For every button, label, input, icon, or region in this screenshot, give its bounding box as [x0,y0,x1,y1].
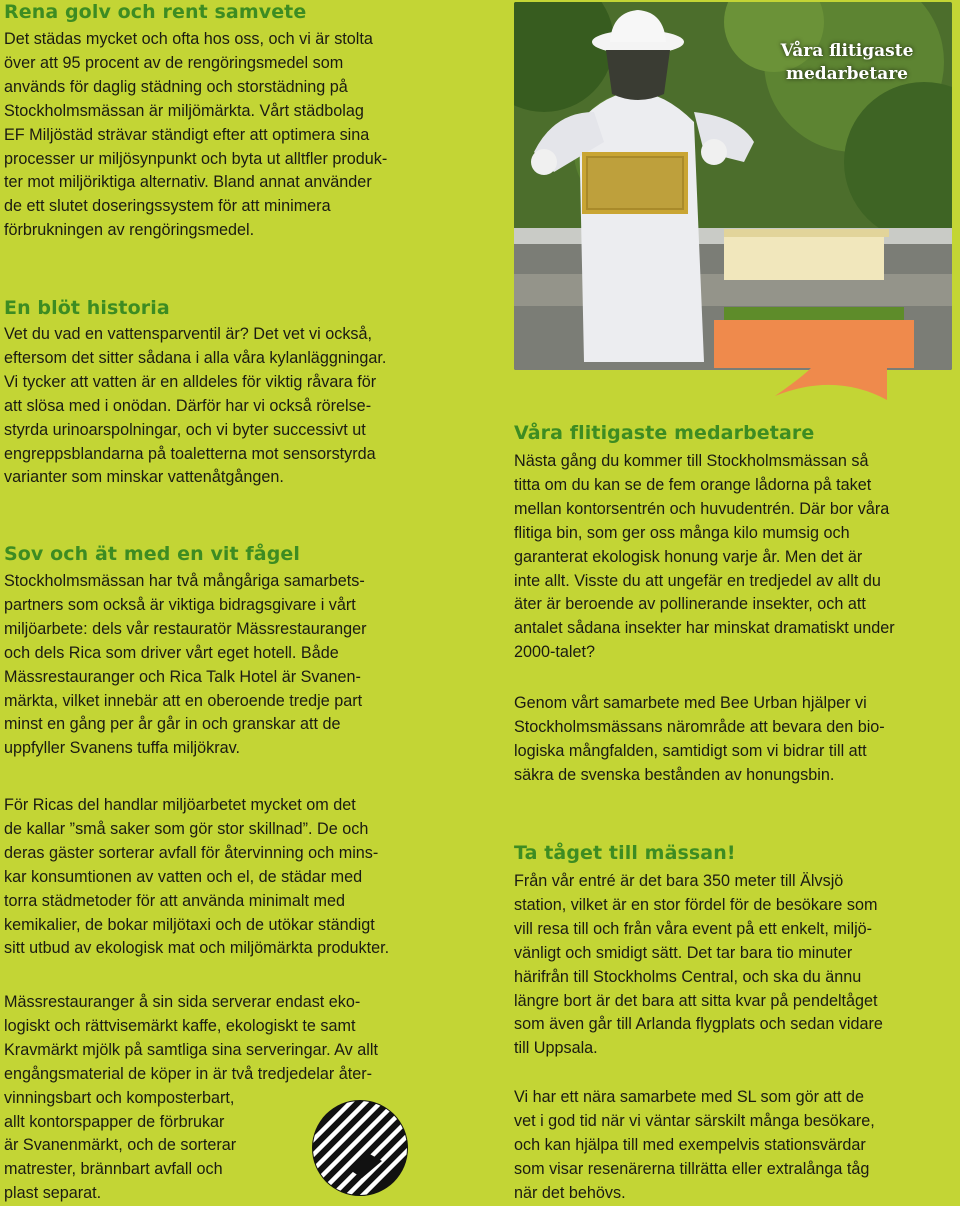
text-line: logiskt och rättvisemärkt kaffe, ekologiskt te samt [4,1016,356,1035]
paragraph-flitigaste-1 [514,450,895,665]
text-line: miljöarbete: dels vår restauratör Mässrestauranger [4,619,367,638]
paragraph-rena-golv [4,28,387,243]
text-line: kar konsumtionen av vatten och el, de städar med [4,867,363,886]
text-line: Stockholmsmässans närområde att bevara den bio- [514,717,885,736]
paragraph-sov-2 [4,794,389,961]
text-line: till Uppsala. [514,1039,598,1058]
text-line: över att 95 procent av de rengöringsmedel som [4,53,344,72]
text-line: För Ricas del handlar miljöarbetet mycket om det [4,796,356,814]
text-line: sitt utbud av ekologisk mat och miljömärkta produkter. [4,939,390,958]
text-line: titta om du kan se de fem orange lådorna på taket [514,475,872,494]
text-line: minst en gång per år går in och granskar att de [4,715,341,734]
text-line: varianter som minskar vattenåtgången. [4,468,284,487]
text-line: partners som också är viktiga bidragsgivare i vårt [4,595,356,614]
text-line: engreppsblandarna på toaletterna mot sensorstyrda [4,444,376,463]
text-line: som visar resenärerna tillrätta eller extralånga tåg [514,1159,870,1178]
text-line: Vi tycker att vatten är en alldeles för viktig råvara för [4,372,377,391]
text-line: flitiga bin, som ger oss många kilo mumsig och [514,523,850,542]
paragraph-sov-1 [4,570,367,761]
text-line: uppfyller Svanens tuffa miljökrav. [4,739,241,758]
text-line: matrester, brännbart avfall och [4,1160,223,1179]
text-line: styrda urinoarspolningar, och vi byter successivt ut [4,420,366,439]
text-line: vet i god tid när vi väntar särskilt många besökare, [514,1111,875,1130]
text-line: eftersom det sitter sådana i alla våra kylanläggningar. [4,348,387,367]
text-line: Stockholmsmässan har två mångåriga samarbets- [4,572,365,590]
text-line: märkta, vilket innebär att en oberoende tredje part [4,691,363,710]
text-line: vänligt och smidigt sätt. Det tar bara tio minuter [514,943,853,962]
paragraph-taget-2 [514,1086,875,1206]
nordic-swan-ecolabel-icon [310,1098,410,1198]
text-line: som även går till Arlanda flygplats och sedan vidare [514,1015,883,1034]
text-line: plast separat. [4,1184,102,1203]
text-line: logiska mångfalden, samtidigt som vi bidrar till att [514,741,867,760]
paragraph-flitigaste-2 [514,692,885,788]
text-line: härifrån till Stockholms Central, och ska du ännu [514,967,862,986]
text-line: inte allt. Visste du att ungefär en tredjedel av allt du [514,571,881,590]
heading-sov-och-at: Sov och ät med en vit fågel [4,543,301,565]
text-line: Genom vårt samarbete med Bee Urban hjälper vi [514,694,867,712]
text-line: Nästa gång du kommer till Stockholmsmässan så [514,452,869,470]
text-line: och kan hjälpa till med exempelvis stationsvärdar [514,1135,866,1154]
text-line: de ett slutet doseringssystem för att minimera [4,197,331,216]
text-line: allt kontorspapper de förbrukar [4,1112,225,1131]
text-line: när det behövs. [514,1183,626,1202]
text-line: och dels Rica som driver vårt eget hotell. Både [4,643,339,662]
heading-ta-taget: Ta tåget till mässan! [514,842,736,864]
text-line: mellan kontorsentrén och huvudentrén. Där bor våra [514,499,890,518]
text-line: äter är beroende av pollinerande insekter, och att [514,595,866,614]
text-line: torra städmetoder för att använda minimalt med [4,891,345,910]
photo-caption: Våra flitigaste medarbetare [780,41,914,84]
text-line: vill resa till och från våra event på ett enkelt, miljö- [514,919,873,938]
text-line: station, vilket är en stor fördel för de besökare som [514,895,878,914]
text-line: är Svanenmärkt, och de sorterar [4,1136,237,1155]
heading-rena-golv: Rena golv och rent samvete [4,1,307,23]
text-line: Det städas mycket och ofta hos oss, och vi är stolta [4,30,373,48]
text-line: processer ur miljösynpunkt och byta ut alltfler produk- [4,149,388,168]
heading-flitigaste-medarbetare: Våra flitigaste medarbetare [514,422,815,444]
paragraph-taget-1 [514,870,883,1061]
photo-caption-tail [775,362,890,407]
paragraph-blot-historia [4,323,386,490]
text-line: att slösa med i onödan. Därför har vi också rörelse- [4,396,372,415]
heading-blot-historia: En blöt historia [4,297,170,319]
text-line: 2000-talet? [514,643,596,662]
text-line: längre bort är det bara att sitta kvar på pendeltåget [514,991,878,1010]
text-line: EF Miljöstäd strävar ständigt efter att optimera sina [4,125,370,144]
text-line: Mässrestauranger och Rica Talk Hotel är Svanen- [4,667,361,686]
text-line: Vet du vad en vattensparventil är? Det vet vi också, [4,325,373,343]
text-line: ter mot miljöriktiga alternativ. Bland annat använder [4,173,372,192]
text-line: Kravmärkt mjölk på samtliga sina serveringar. Av allt [4,1040,378,1059]
text-line: förbrukningen av rengöringsmedel. [4,221,255,240]
text-line: Vi har ett nära samarbete med SL som gör att de [514,1088,865,1106]
text-line: används för daglig städning och storstädning på [4,77,348,96]
text-line: Från vår entré är det bara 350 meter till Älvsjö [514,872,844,890]
text-line: säkra de svenska bestånden av honungsbin. [514,765,835,784]
text-line: engångsmaterial de köper in är två tredjedelar åter- [4,1064,373,1083]
text-line: de kallar ”små saker som gör stor skillnad”. De och [4,819,369,838]
text-line: deras gäster sorterar avfall för återvinning och mins- [4,843,379,862]
text-line: Mässrestauranger å sin sida serverar endast eko- [4,993,361,1011]
text-line: kemikalier, de bokar miljötaxi och de utökar ständigt [4,915,375,934]
text-line: antalet sådana insekter har minskat dramatiskt under [514,619,895,638]
text-line: vinningsbart och komposterbart, [4,1088,235,1107]
text-line: Stockholmsmässan är miljömärkta. Vårt städbolag [4,101,364,120]
text-line: garanterat ekologisk honung varje år. Men det är [514,547,863,566]
